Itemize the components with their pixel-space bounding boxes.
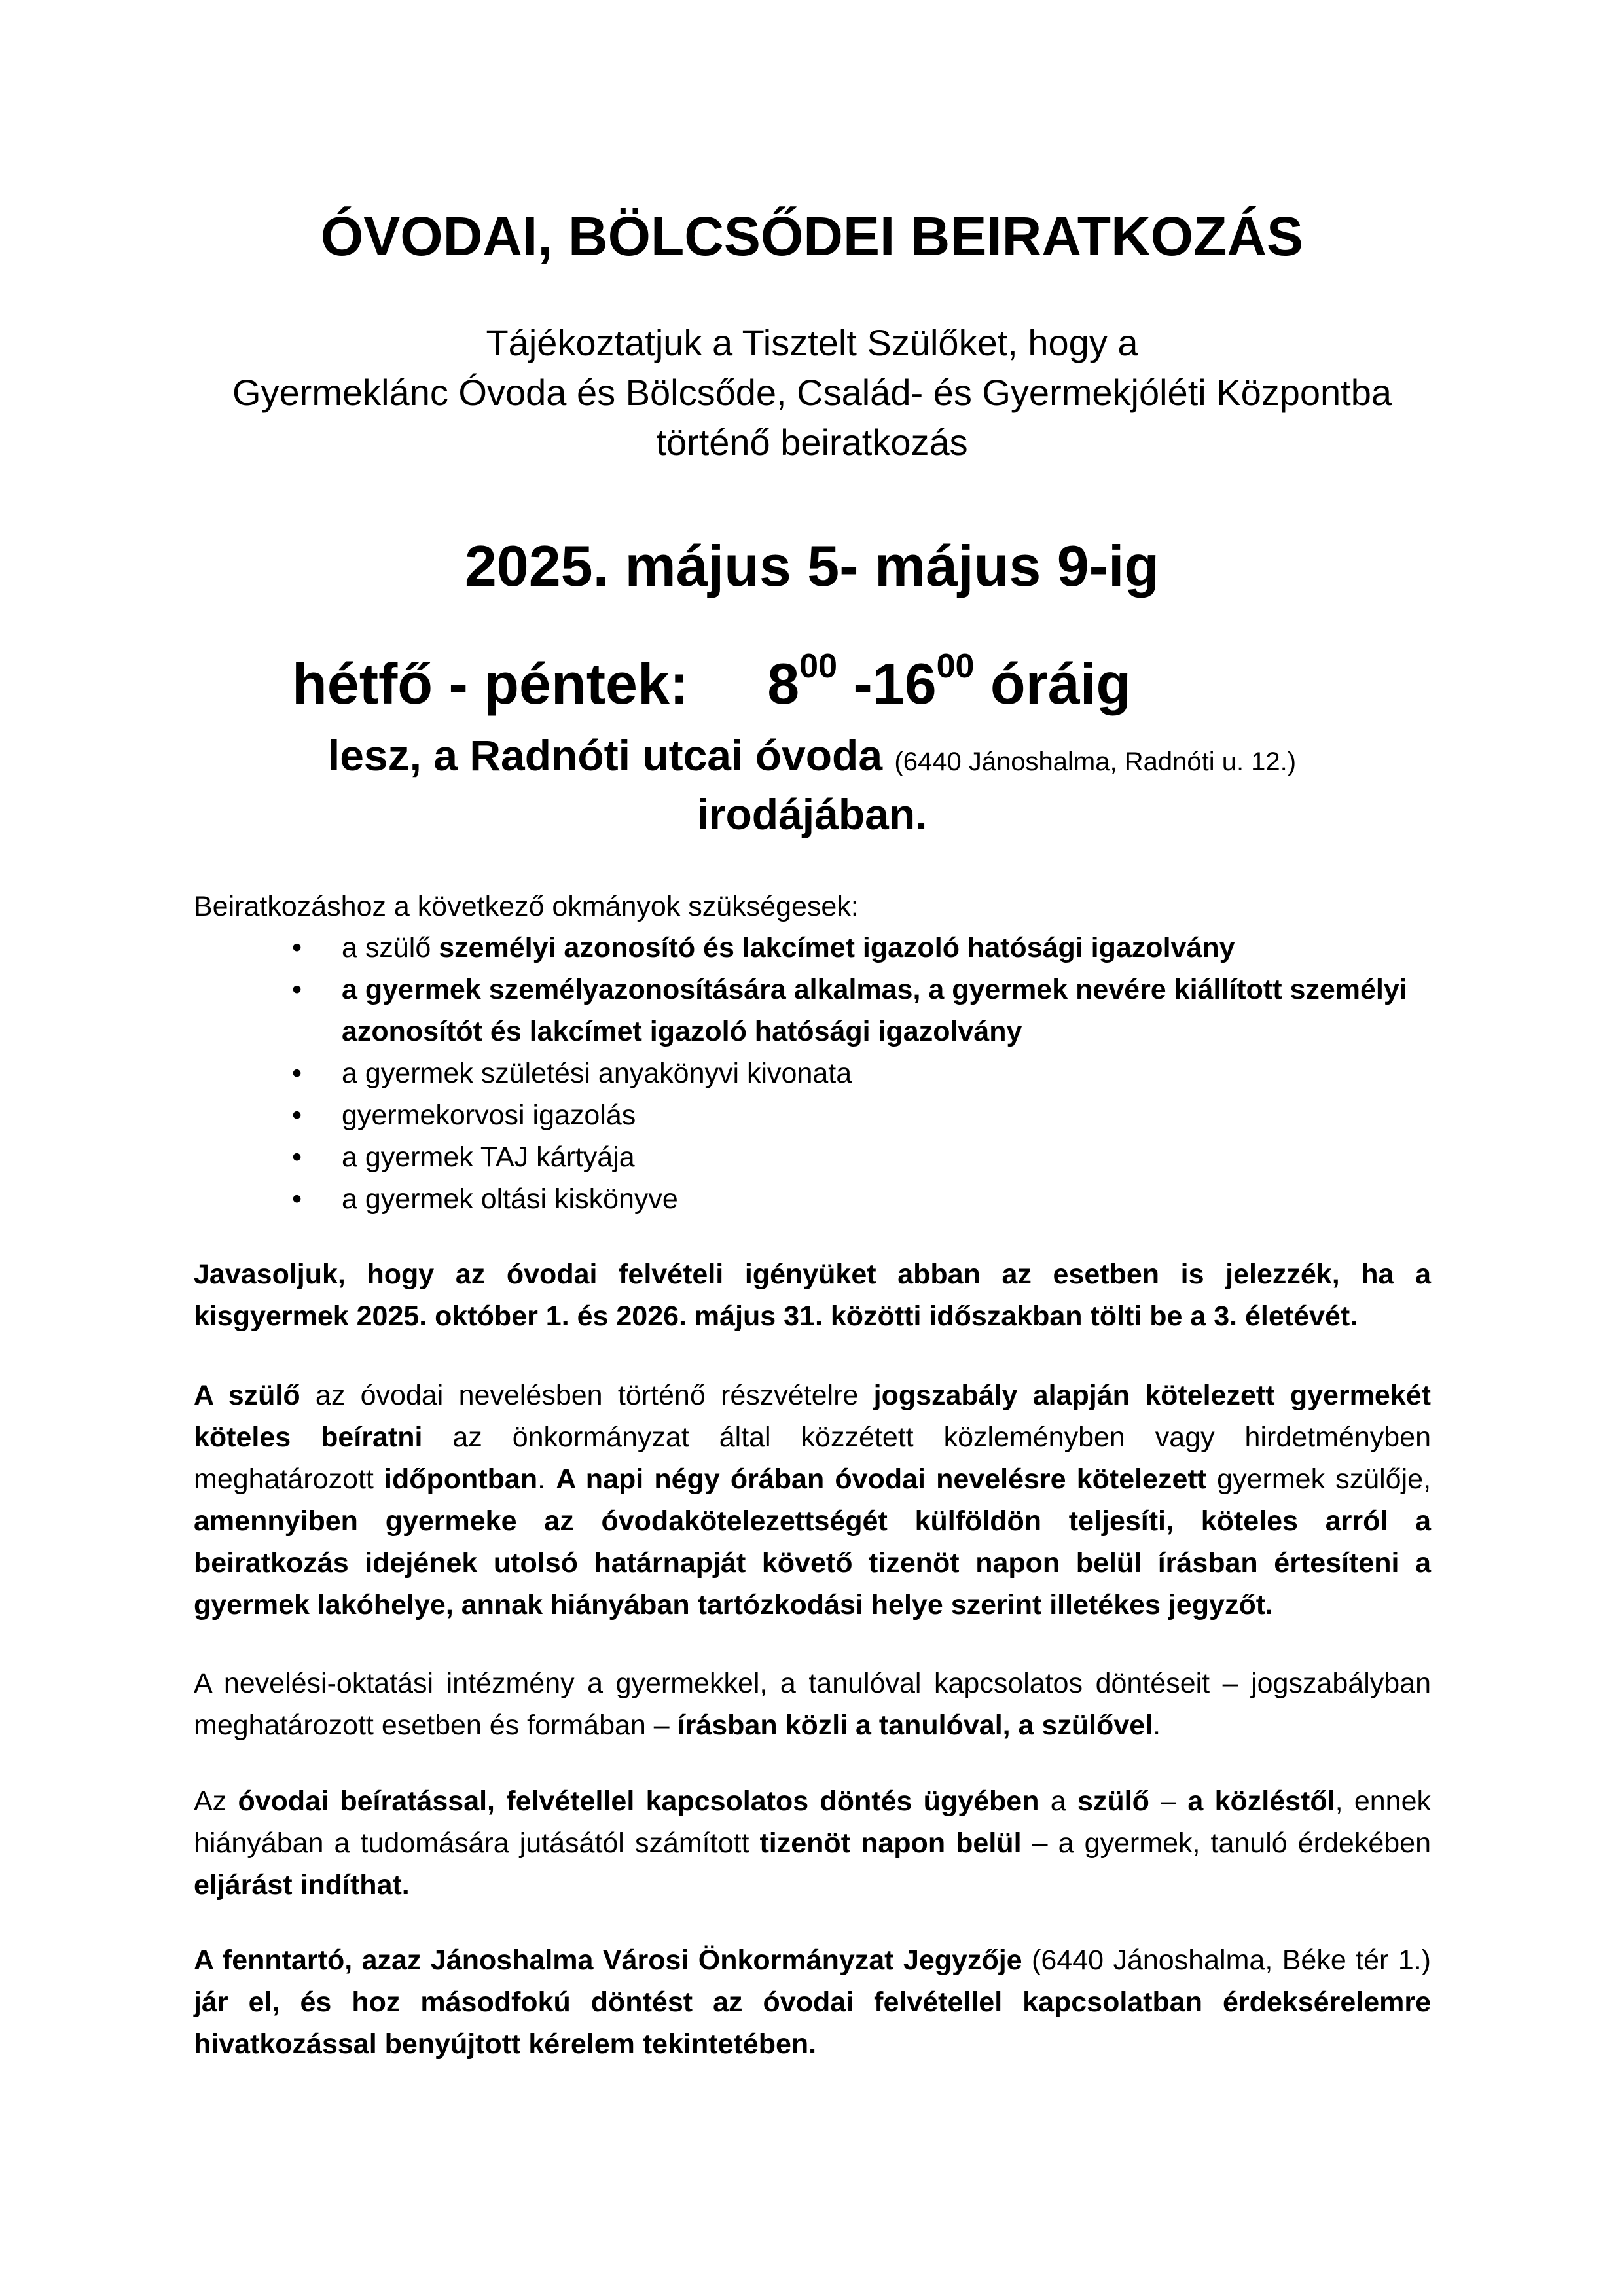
document-item [194,927,1431,969]
hours-start-minutes: 00 [799,647,837,685]
emphasis-text: a közléstől [1187,1785,1335,1817]
body-text: – [1149,1785,1188,1817]
body-text: (6440 Jánoshalma, Béke tér 1.) [1022,1945,1431,1976]
body-text: a [1039,1785,1077,1817]
paragraph-recommendation: Javasoljuk, hogy az óvodai felvételi igényüket abban az esetben is jelezzék, ha a kisgyermek 2025. október 1. és 2026. május 31. közötti időszakban tölti be a 3. életévét. [194,1259,1431,1332]
bullet-icon: • [292,974,302,1005]
bullet-icon: • [292,1141,302,1173]
document-item [194,1136,1431,1178]
emphasis-text: írásban közli a tanulóval, a szülővel [677,1710,1153,1741]
emphasis-text: A szülő [194,1380,300,1411]
document-item [194,969,1431,1052]
hours-end-minutes: 00 [936,647,975,685]
document-item [194,1094,1431,1136]
emphasis-text: amennyiben gyermeke az óvodakötelezettségét külföldön teljesíti, köteles arról a beiratkozás idejének utolsó határnapját követő tizenöt napon belül írásban értesíteni a gyermek lakóhelye, annak hiányában tartózkodási helye szerint illetékes jegyzőt. [194,1505,1431,1621]
paragraph-appeal [194,1780,1431,1906]
paragraph-obligation [194,1374,1431,1626]
document-item [194,1178,1431,1220]
enrollment-date: 2025. május 5- május 9-ig [464,533,1160,598]
document-item-text: a gyermek TAJ kártyája [342,1141,635,1173]
hours-suffix: óráig [974,651,1132,716]
body-text: A nevelési-oktatási intézmény a gyermekkel, a tanulóval kapcsolatos döntéseit – jogszabályban meghatározott esetben és formában – [194,1668,1431,1741]
bullet-icon: • [292,1183,302,1215]
document-item-text: a gyermek születési anyakönyvi kivonata [342,1058,852,1089]
opening-hours [292,645,1131,723]
body-text: Az [194,1785,238,1817]
emphasis-text: jogszabály alapján kötelezett gyermekét köteles beíratni [194,1380,1431,1453]
intro-block [0,318,1624,467]
body-text: . [537,1463,556,1495]
body-text: az önkormányzat által közzétett közleményben vagy hirdetményben meghatározott [194,1422,1431,1495]
paragraph-maintainer [194,1939,1431,2065]
location-suffix: irodájában. [696,790,928,838]
hours-start: 8 [767,651,800,716]
paragraph-decisions [194,1662,1431,1746]
intro-line-3: történő beiratkozás [656,422,968,463]
emphasis-text: szülő [1077,1785,1149,1817]
emphasis-text: óvodai beíratással, felvétellel kapcsolatos döntés ügyében [238,1785,1039,1817]
body-text: . [1153,1710,1161,1741]
hours-time [767,647,1132,716]
document-item-text: a gyermek oltási kiskönyve [342,1183,678,1215]
document-item-text: a szülő [342,932,439,963]
emphasis-text: A napi négy órában óvodai nevelésre kötelezett [556,1463,1207,1495]
body-text: az óvodai nevelésben történő részvételre [300,1380,874,1411]
emphasis-text: jár el, és hoz másodfokú döntést az óvodai felvétellel kapcsolatban érdeksérelemre hivatkozással benyújtott kérelem tekintetében. [194,1986,1431,2060]
bullet-icon: • [292,1100,302,1131]
emphasis-text: időpontban [384,1463,538,1495]
documents-heading: Beiratkozáshoz a következő okmányok szükségesek: [194,891,859,922]
emphasis-text: A fenntartó, azaz Jánoshalma Városi Önkormányzat Jegyzője [194,1945,1022,1976]
hours-end: -16 [837,651,937,716]
page-title: ÓVODAI, BÖLCSŐDEI BEIRATKOZÁS [320,206,1304,267]
location-name: lesz, a Radnóti utcai óvoda [327,731,883,780]
intro-line-1: Tájékoztatjuk a Tisztelt Szülőket, hogy a [486,322,1138,363]
document-item-bold: személyi azonosító és lakcímet igazoló hatósági igazolvány [439,932,1235,963]
emphasis-text: tizenöt napon belül [759,1827,1022,1859]
bullet-icon: • [292,932,302,963]
location-line [0,726,1624,791]
intro-line-2: Gyermeklánc Óvoda és Bölcsőde, Család- és Gyermekjóléti Központba [232,372,1392,413]
bullet-icon: • [292,1058,302,1089]
body-text: , ennek hiányában a tudomására jutásától számított [194,1785,1431,1859]
document-item-text: gyermekorvosi igazolás [342,1100,636,1131]
location-address: (6440 Jánoshalma, Radnóti u. 12.) [894,747,1297,776]
document-item-bold: a gyermek személyazonosítására alkalmas, a gyermek nevére kiállított személyi azonosítót és lakcímet igazoló hatósági igazolvány [342,974,1407,1047]
emphasis-text: eljárást indíthat. [194,1869,410,1901]
body-text: gyermek szülője, [1206,1463,1432,1495]
document-item [194,1052,1431,1094]
body-text: – a gyermek, tanuló érdekében [1021,1827,1431,1859]
documents-list [194,927,1431,1220]
hours-days: hétfő - péntek: [292,651,689,716]
